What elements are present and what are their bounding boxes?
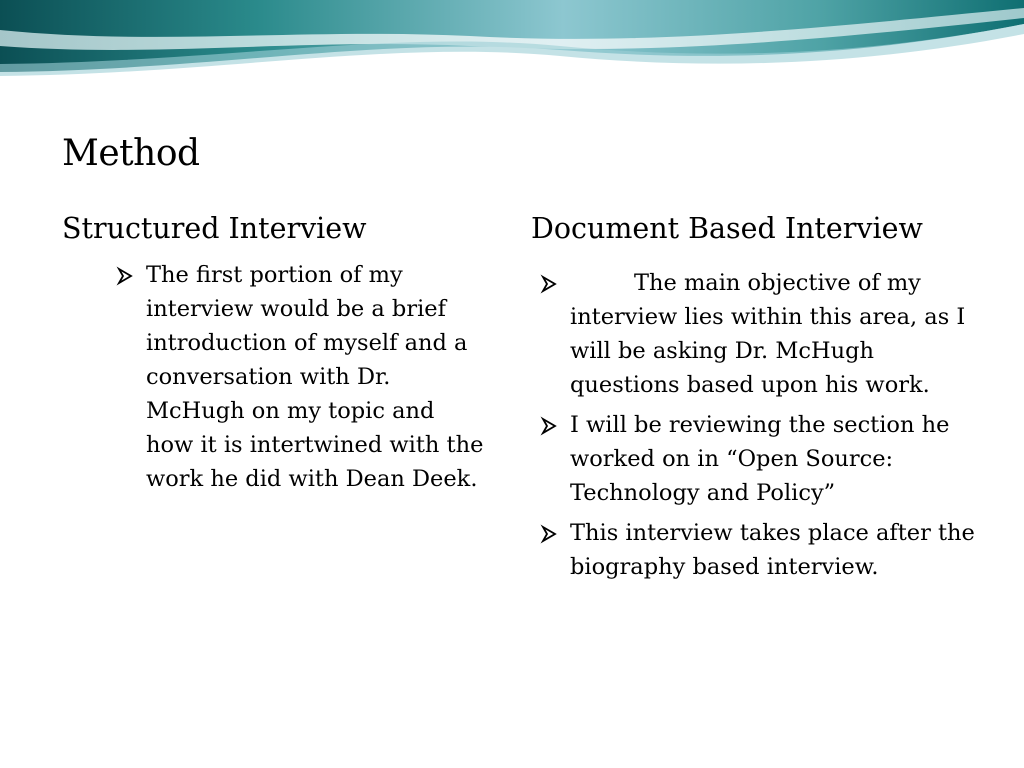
arrowhead-bullet-icon	[540, 408, 558, 442]
right-column-heading: Document Based Interview	[531, 212, 923, 245]
right-bullet-list	[540, 266, 990, 590]
arrowhead-bullet-icon	[540, 266, 558, 300]
list-item	[540, 266, 990, 402]
left-bullet-list	[116, 258, 486, 496]
bullet-text: I will be reviewing the section he worked on in “Open Source: Technology and Policy”	[570, 412, 950, 506]
slide-title: Method	[62, 133, 200, 174]
bullet-text: The main objective of my interview lies within this area, as I will be asking Dr. McHugh questions based upon his work.	[570, 270, 966, 398]
bullet-text: The first portion of my interview would be a brief introduction of myself and a conversation with Dr. McHugh on my topic and how it is intertwined with the work he did with Dean Deek.	[146, 262, 484, 492]
arrowhead-bullet-icon	[116, 258, 134, 292]
arrowhead-bullet-icon	[540, 516, 558, 550]
list-item	[116, 258, 486, 496]
left-column-heading: Structured Interview	[62, 212, 367, 245]
header-wave-decoration	[0, 0, 1024, 90]
bullet-text: This interview takes place after the biography based interview.	[570, 520, 975, 580]
list-item	[540, 516, 990, 584]
list-item	[540, 408, 990, 510]
